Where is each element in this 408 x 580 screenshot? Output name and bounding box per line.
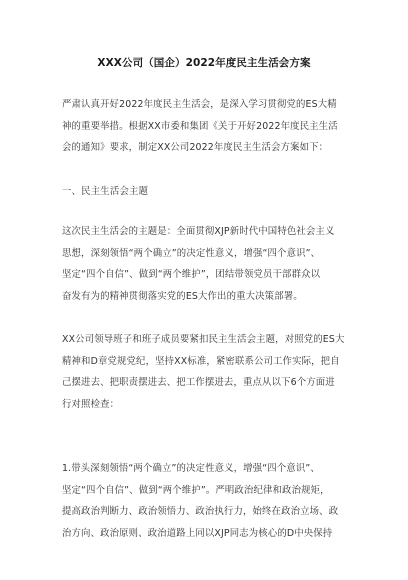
paragraph-line: 思想，深刻领悟“两个确立”的决定性意义，增强“四个意识”、 [62,247,321,259]
theme-paragraph [62,221,358,307]
paragraph-line: 提高政治判断力、政治领悟力、政治执行力，始终在政治立场、政 [62,506,339,517]
paragraph-line: 严肃认真开好2022年度民主生活会，是深入学习贯彻党的ES大精 [62,99,337,110]
paragraph-line: 行对照检查： [62,398,120,410]
paragraph-line: 神的重要举措。根据XX市委和集团《关于开好2022年度民主生活 [62,120,338,132]
paragraph-line: 治方向、政治原则、政治道路上同以XJP同志为核心的D中央保持 [62,527,333,539]
paragraph-line: 坚定“四个自信”、做到“两个维护”。严明政治纪律和政治规矩， [62,484,330,496]
section-heading: 一、民主生活会主题 [62,186,149,197]
paragraph-line: 会的通知》要求，制定XX公司2022年度民主生活会方案如下： [62,142,329,153]
paragraph-line: 坚定“四个自信”、做到“两个维护”，团结带领党员干部群众以 [62,269,321,280]
paragraph-line: 1.带头深刻领悟“两个确立”的决定性意义，增强“四个意识”、 [62,463,320,474]
paragraph-line: XX公司领导班子和班子成员要紧扣民主生活会主题，对照党的ES大 [62,334,345,345]
paragraph-line: 奋发有为的精神贯彻落实党的ES大作出的重大决策部署。 [62,290,303,302]
paragraph-line: 这次民主生活会的主题是：全面贯彻XJP新时代中国特色社会主义 [62,226,335,237]
document-title: XXX公司（国企）2022年度民主生活会方案 [97,57,311,69]
paragraph-line: 己摆进去、把职责摆进去、把工作摆进去，重点从以下6个方面进 [62,377,335,388]
focus-paragraph [62,329,358,415]
paragraph-line: 精神和D章党规党纪，坚持XX标准，紧密联系公司工作实际，把自 [62,355,340,367]
item1-paragraph [62,458,358,544]
intro-paragraph [62,94,358,159]
